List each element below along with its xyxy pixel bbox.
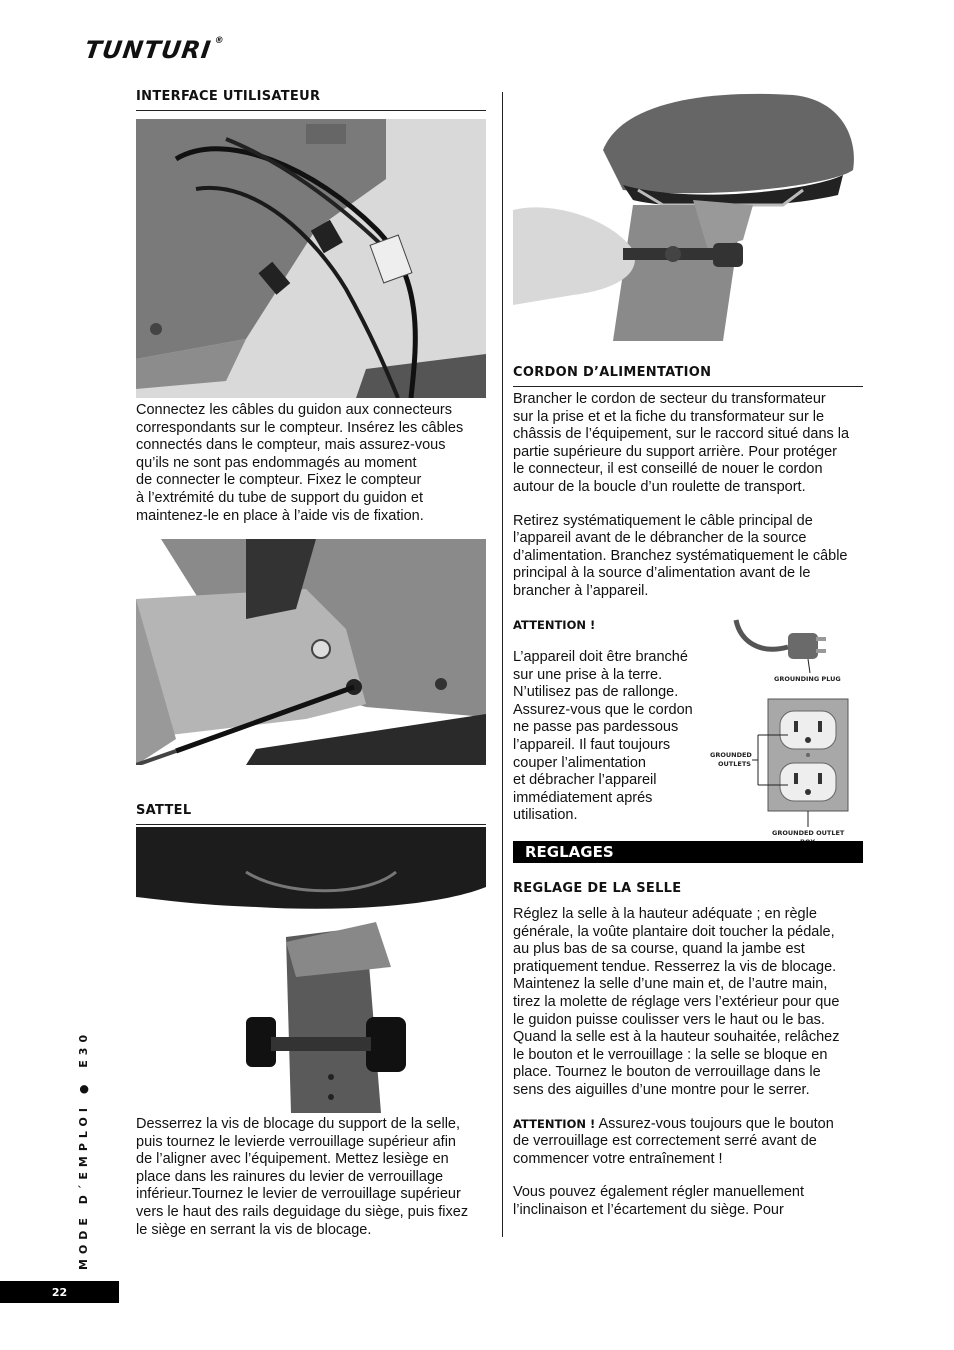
text-line: sur une prise à la terre. (513, 666, 663, 683)
text-line: ne passe pas pardessous (513, 719, 679, 736)
text-line: de connecter le compteur. Fixez le compteur (136, 472, 422, 489)
text-line: commencer votre entraînement ! (513, 1150, 723, 1167)
cordon-para-1 (513, 391, 863, 497)
text-line: l’appareil avant de le débrancher de la source (513, 530, 807, 547)
text-line: Maintenez la selle d’une main et, de l’autre main, (513, 976, 828, 993)
sidebar-model: E30 (77, 1029, 90, 1068)
cordon-paragraphs (513, 391, 863, 617)
selle-heading: REGLAGE DE LA SELLE (513, 881, 682, 896)
registered-mark: ® (213, 36, 226, 46)
text-line: de verrouillage est correctement serré avant de (513, 1133, 817, 1150)
text-line: de l’aligner avec l’équipement. Mettez lesiège en (136, 1151, 449, 1168)
text-line: puis tournez le levierde verrouillage supérieur afin (136, 1133, 456, 1150)
text-line: L’appareil doit être branché (513, 649, 688, 665)
text-line: Brancher le cordon de secteur du transformateur (513, 391, 826, 407)
photo-seat-adjust (513, 90, 863, 341)
text-line: place dans les rainures du levier de verrouillage (136, 1168, 444, 1185)
box-label-line1: GROUNDED OUTLET (772, 829, 845, 837)
selle-final-para (513, 1184, 863, 1219)
selle-para-1 (513, 906, 863, 1100)
text-line: utilisation. (513, 807, 578, 824)
text-line: inférieur.Tournez le levier de verrouillage supérieur (136, 1186, 461, 1203)
brand-name: TUNTURI (83, 36, 214, 64)
interface-paragraph (136, 402, 486, 525)
text-line: générale, la voûte plantaire doit toucher la pédale, (513, 923, 835, 940)
outlets-label-line1: GROUNDED (710, 751, 752, 759)
plug-label: GROUNDING PLUG (774, 675, 841, 683)
text-line: correspondants sur le compteur. Insérez les câbles (136, 419, 464, 436)
reglages-title: REGLAGES (525, 843, 614, 861)
text-line: le connecteur, il est conseillé de nouer le cordon (513, 461, 823, 478)
cordon-heading: CORDON D’ALIMENTATION (513, 365, 863, 387)
text-line: immédiatement aprés (513, 789, 653, 806)
text-line: Assurez-vous que le cordon (513, 701, 693, 718)
outlets-label-line2: OUTLETS (718, 760, 751, 768)
text-line: le siège en serrant la vis de blocage. (136, 1221, 372, 1238)
text-line: Réglez la selle à la hauteur adéquate ; en règle (513, 906, 817, 922)
photo-console-cables (136, 119, 486, 398)
text-line: sens des aiguilles d’une montre pour le serrer. (513, 1081, 810, 1098)
text-line: châssis de l’équipement, sur le raccord situé dans la (513, 426, 850, 443)
text-line: Connectez les câbles du guidon aux connecteurs (136, 402, 452, 418)
text-line: connectés dans le compteur, mais assurez-vous (136, 437, 446, 454)
text-line: brancher à l’appareil. (513, 582, 649, 599)
bullet-icon: ● (77, 1076, 90, 1095)
tunturi-logo (83, 36, 225, 64)
text-line: maintenez-le en place à l’aide vis de fixation. (136, 507, 424, 524)
text-line: N’utilisez pas de rallonge. (513, 684, 679, 701)
text-line: vers le haut des rails deguidage du siège, puis fixez (136, 1203, 469, 1220)
photo-console-fixing (136, 539, 486, 765)
text-line: Retirez systématiquement le câble principal de (513, 512, 813, 529)
text-line: Quand la selle est à la hauteur souhaitée, relâchez (513, 1029, 840, 1046)
cordon-para-2 (513, 513, 863, 601)
column-divider (502, 92, 503, 1237)
text-line: au plus bas de sa course, quand la jambe est (513, 941, 805, 958)
sidebar-text: MODE D´EMPLOI (77, 1103, 90, 1270)
text-line: et débracher l’appareil (513, 772, 657, 789)
page-number (0, 1281, 119, 1303)
text-line: pratiquement tendue. Resserrez la vis de blocage. (513, 958, 837, 975)
text-line: couper l’alimentation (513, 754, 646, 771)
text-line: tirez la molette de réglage vers l’extérieur pour que (513, 993, 840, 1010)
text-line: partie supérieure du support arrière. Pour protéger (513, 443, 838, 460)
text-line: le bouton et le verrouillage : la selle se bloque en (513, 1046, 828, 1063)
text-line: d’alimentation. Branchez systématiquement le câble (513, 547, 848, 564)
text-line: l’inclinaison et l’écartement du siège. Pour (513, 1201, 784, 1218)
text-line: Vous pouvez également régler manuellement (513, 1184, 804, 1201)
text-line: le guidon puisse coulisser vers le haut ou le bas. (513, 1011, 825, 1028)
selle-attention-label: ATTENTION ! (513, 1116, 596, 1131)
text-line: place. Tournez le bouton de verrouillage dans le (513, 1064, 821, 1081)
sattel-paragraph (136, 1116, 486, 1239)
grounding-diagram (708, 615, 863, 848)
reglages-section-bar (513, 841, 863, 863)
sattel-heading: SATTEL (136, 803, 486, 825)
text-line: autour de la boucle d’un roulette de transport. (513, 478, 806, 495)
selle-paragraphs (513, 906, 863, 1236)
text-line: principal à la source d’alimentation avant de le (513, 565, 811, 582)
text-line: qu’ils ne sont pas endommagés au moment (136, 454, 417, 471)
text-line: l’appareil. Il faut toujours (513, 736, 671, 753)
photo-seat-bracket (136, 827, 486, 1113)
text-line: à l’extrémité du tube de support du guidon et (136, 489, 423, 506)
attention-paragraph (513, 649, 708, 825)
text-line: sur la prise et et la fiche du transformateur sur le (513, 408, 825, 425)
interface-heading: INTERFACE UTILISATEUR (136, 89, 486, 111)
text-line: Assurez-vous toujours que le bouton (595, 1115, 834, 1132)
selle-attention-para (513, 1116, 863, 1169)
manual-sidebar-label (77, 1030, 90, 1270)
page-number-value: 22 (51, 1285, 68, 1299)
text-line: Desserrez la vis de blocage du support de la selle, (136, 1116, 461, 1132)
attention-label: ATTENTION ! (513, 618, 596, 632)
